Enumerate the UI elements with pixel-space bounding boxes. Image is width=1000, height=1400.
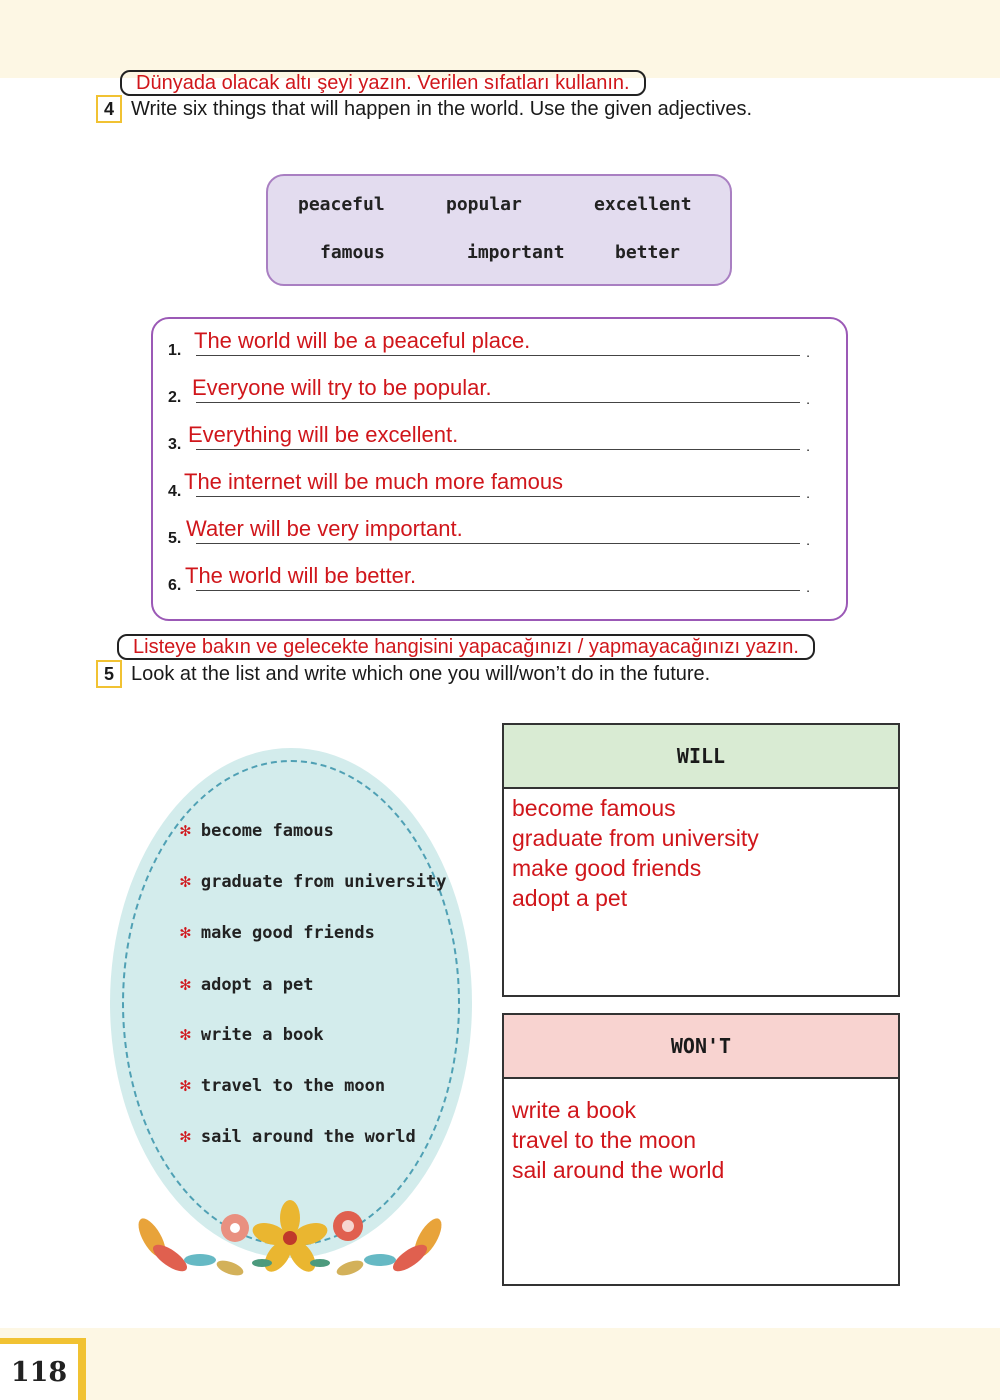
will-table <box>502 723 900 997</box>
list-item <box>180 871 446 892</box>
list-item-label: write a book <box>200 1025 324 1045</box>
answer-row <box>168 320 818 360</box>
wont-answer-line: travel to the moon <box>512 1127 697 1153</box>
answer-line <box>196 496 800 497</box>
list-item-label: sail around the world <box>200 1127 416 1147</box>
answer-number: 4. <box>168 483 182 500</box>
adjective-word: peaceful <box>298 194 385 215</box>
wont-answer-line: sail around the world <box>512 1157 725 1183</box>
asterisk-icon: ✻ <box>180 922 191 943</box>
adjective-word: famous <box>320 242 386 263</box>
adjective-word: popular <box>446 194 522 215</box>
answer-period: . <box>806 485 810 501</box>
adjective-word: important <box>467 242 565 263</box>
page-number: 118 <box>0 1344 78 1400</box>
list-item-label: become famous <box>200 821 334 841</box>
answer-text[interactable]: The internet will be much more famous <box>184 469 564 494</box>
exercise4-instruction: Write six things that will happen in the world. Use the given adjectives. <box>131 98 753 120</box>
answer-line <box>196 355 800 356</box>
will-answer-line: graduate from university <box>512 825 759 851</box>
list-item-label: travel to the moon <box>200 1076 386 1096</box>
asterisk-icon: ✻ <box>180 1024 191 1045</box>
list-item-label: make good friends <box>200 923 375 943</box>
list-item <box>180 1075 385 1096</box>
will-answer-line: make good friends <box>512 855 702 881</box>
list-item <box>180 922 375 943</box>
adjective-box <box>266 174 732 286</box>
exercise4-translation-note: Dünyada olacak altı şeyi yazın. Verilen sıfatları kullanın. <box>120 70 646 96</box>
exercise5-translation-note: Listeye bakın ve gelecekte hangisini yapacağınızı / yapmayacağınızı yazın. <box>117 634 815 660</box>
list-item <box>180 1024 324 1045</box>
answer-line <box>196 590 800 591</box>
asterisk-icon: ✻ <box>180 871 191 892</box>
answer-line <box>196 543 800 544</box>
answer-text[interactable]: Everyone will try to be popular. <box>192 375 492 400</box>
list-item <box>180 1126 416 1147</box>
wont-answers[interactable] <box>504 1079 898 1189</box>
answer-number: 6. <box>168 577 182 594</box>
list-item <box>180 820 334 841</box>
answer-row <box>168 414 818 454</box>
asterisk-icon: ✻ <box>180 820 191 841</box>
answer-row <box>168 367 818 407</box>
activity-list-oval <box>110 748 472 1278</box>
answer-period: . <box>806 579 810 595</box>
asterisk-icon: ✻ <box>180 1075 191 1096</box>
adjective-word: better <box>615 242 681 263</box>
answer-period: . <box>806 391 810 407</box>
flower-decoration <box>130 1168 450 1278</box>
wont-answer-line: write a book <box>512 1097 637 1123</box>
adjective-word: excellent <box>594 194 692 215</box>
answer-text[interactable]: The world will be a peaceful place. <box>194 328 531 353</box>
will-answer-line: adopt a pet <box>512 885 628 911</box>
answer-text[interactable]: Everything will be excellent. <box>188 422 459 447</box>
answer-line <box>196 402 800 403</box>
will-header: WILL <box>504 725 898 789</box>
wont-header: WON'T <box>504 1015 898 1079</box>
will-answers[interactable] <box>504 789 898 917</box>
answer-text[interactable]: Water will be very important. <box>186 516 463 541</box>
answer-number: 3. <box>168 436 182 453</box>
answer-row <box>168 555 818 595</box>
will-answer-line: become famous <box>512 795 676 821</box>
wont-table <box>502 1013 900 1286</box>
exercise5-number: 5 <box>96 660 122 688</box>
answer-period: . <box>806 532 810 548</box>
answer-row <box>168 461 818 501</box>
list-item <box>180 974 313 995</box>
answer-text[interactable]: The world will be better. <box>185 563 417 588</box>
answer-row <box>168 508 818 548</box>
answer-number: 1. <box>168 342 182 359</box>
bottom-band <box>0 1328 1000 1400</box>
top-band <box>0 0 1000 78</box>
answer-period: . <box>806 344 810 360</box>
exercise4-number: 4 <box>96 95 122 123</box>
asterisk-icon: ✻ <box>180 974 191 995</box>
answer-number: 5. <box>168 530 182 547</box>
list-item-label: adopt a pet <box>200 975 314 995</box>
asterisk-icon: ✻ <box>180 1126 191 1147</box>
answer-line <box>196 449 800 450</box>
answer-number: 2. <box>168 389 182 406</box>
list-item-label: graduate from university <box>200 872 447 892</box>
exercise5-instruction: Look at the list and write which one you will/won’t do in the future. <box>131 663 711 685</box>
answer-period: . <box>806 438 810 454</box>
